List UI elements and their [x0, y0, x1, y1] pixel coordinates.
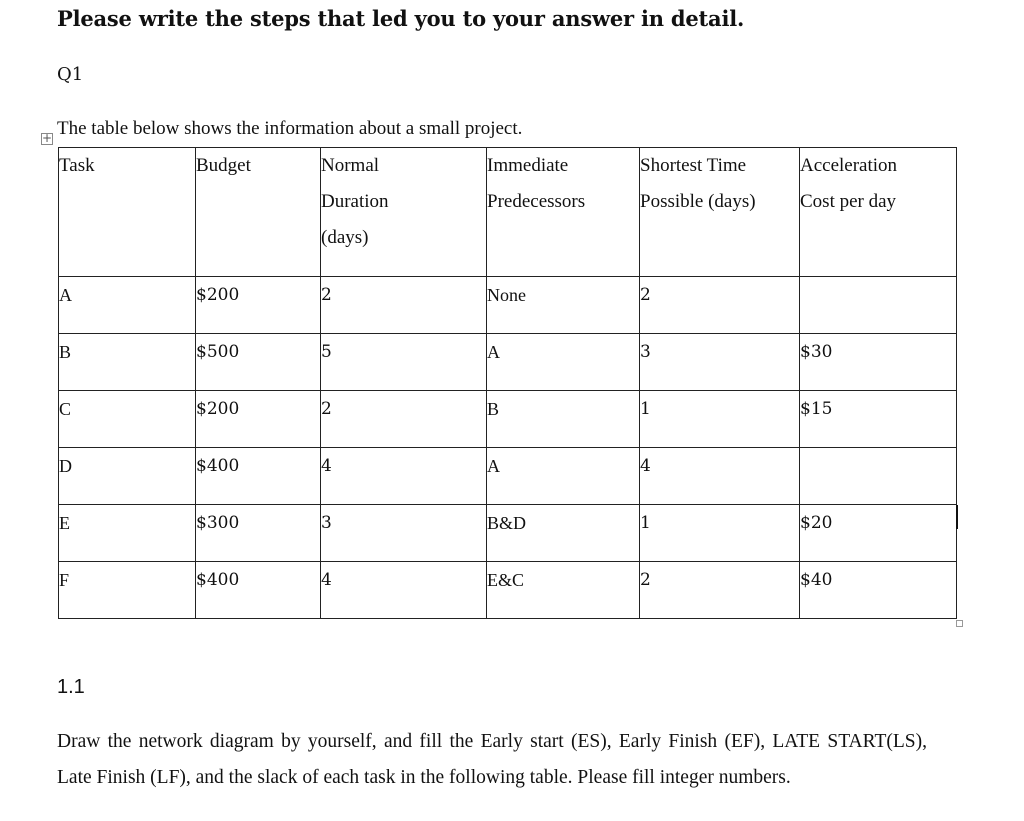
cell-pred: E&C — [487, 562, 640, 619]
cell-acc — [800, 448, 957, 505]
cell-normal: 5 — [321, 334, 487, 391]
cell-pred: A — [487, 334, 640, 391]
cell-short: 4 — [640, 448, 800, 505]
header-normal-duration — [321, 148, 487, 277]
table-row — [59, 391, 957, 448]
cell-budget: $300 — [196, 505, 321, 562]
question-label: Q1 — [57, 64, 84, 85]
cell-pred: B — [487, 391, 640, 448]
cell-task: E — [59, 505, 196, 562]
cell-acc: $15 — [800, 391, 957, 448]
header-budget — [196, 148, 321, 277]
header-line: Acceleration — [800, 155, 898, 176]
cell-normal: 4 — [321, 448, 487, 505]
cell-budget: $200 — [196, 391, 321, 448]
header-line: Shortest Time — [640, 155, 747, 176]
header-line: Normal — [321, 155, 380, 176]
cell-budget: $400 — [196, 448, 321, 505]
cell-short: 3 — [640, 334, 800, 391]
move-cross-icon[interactable]: + — [42, 131, 53, 145]
table-resize-handle[interactable] — [956, 620, 963, 627]
cell-budget: $400 — [196, 562, 321, 619]
header-line: Possible (days) — [640, 191, 756, 212]
table-row — [59, 448, 957, 505]
table-row — [59, 562, 957, 619]
table-row — [59, 334, 957, 391]
cell-pred: A — [487, 448, 640, 505]
cell-short: 1 — [640, 505, 800, 562]
header-acceleration-cost — [800, 148, 957, 277]
cell-task: B — [59, 334, 196, 391]
cell-normal: 3 — [321, 505, 487, 562]
cell-budget: $200 — [196, 277, 321, 334]
cell-pred: B&D — [487, 505, 640, 562]
cell-task: D — [59, 448, 196, 505]
cell-normal: 2 — [321, 391, 487, 448]
subsection-number: 1.1 — [57, 676, 85, 698]
cell-acc: $20 — [800, 505, 957, 562]
cell-short: 1 — [640, 391, 800, 448]
cell-acc: $30 — [800, 334, 957, 391]
header-shortest-time — [640, 148, 800, 277]
cell-acc: $40 — [800, 562, 957, 619]
instruction-paragraph: Draw the network diagram by yourself, and fill the Early start (ES), Early Finish (EF), LATE START(LS), Late Finish (LF), and the slack of each task in the following table. Please fill integer numbers. — [57, 731, 927, 788]
header-line: Budget — [196, 155, 251, 176]
cell-normal: 4 — [321, 562, 487, 619]
header-line: Duration — [321, 191, 389, 212]
header-line: Task — [59, 155, 95, 176]
cell-short: 2 — [640, 277, 800, 334]
header-line: Cost per day — [800, 191, 897, 212]
cell-acc — [800, 277, 957, 334]
table-row — [59, 505, 957, 562]
cell-normal: 2 — [321, 277, 487, 334]
cell-task: F — [59, 562, 196, 619]
project-table — [58, 147, 957, 619]
cell-short: 2 — [640, 562, 800, 619]
cell-task: A — [59, 277, 196, 334]
cell-task: C — [59, 391, 196, 448]
intro-text: The table below shows the information about a small project. — [57, 118, 523, 139]
header-task — [59, 148, 196, 277]
table-header-row — [59, 148, 957, 277]
table-row — [59, 277, 957, 334]
page-heading: Please write the steps that led you to your answer in detail. — [57, 6, 745, 31]
header-line: (days) — [321, 227, 369, 248]
header-immediate-predecessors — [487, 148, 640, 277]
row-end-marker — [956, 505, 958, 529]
cell-budget: $500 — [196, 334, 321, 391]
cell-pred: None — [487, 277, 640, 334]
header-line: Immediate — [487, 155, 569, 176]
header-line: Predecessors — [487, 191, 586, 212]
